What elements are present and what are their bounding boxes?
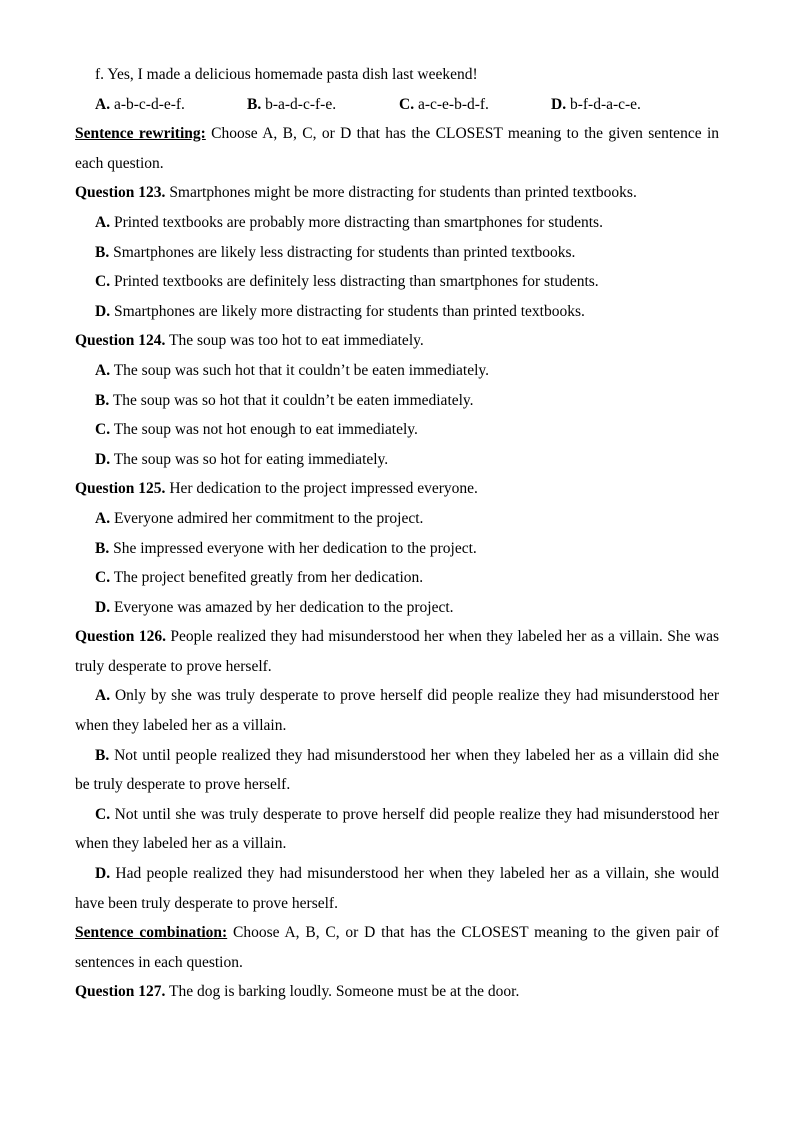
- answer-choice-a-label: A.: [95, 95, 111, 113]
- section-combination-instruction: [75, 918, 719, 977]
- question-125-prompt: Her dedication to the project impressed everyone.: [169, 480, 478, 498]
- question-123-option-b-text: Smartphones are likely less distracting for students than printed textbooks.: [113, 243, 576, 261]
- question-125: [75, 474, 719, 504]
- question-125-option-c: [75, 563, 719, 593]
- question-125-option-a-label: A.: [95, 509, 111, 527]
- question-127-prompt: The dog is barking loudly. Someone must be at the door.: [169, 983, 520, 1001]
- question-126-option-d-label: D.: [95, 865, 111, 883]
- question-124-option-b-text: The soup was so hot that it couldn’t be eaten immediately.: [112, 391, 474, 409]
- question-126-option-a-text: Only by she was truly desperate to prove herself did people realize they had misunderstood her when they labeled her as a villain.: [75, 687, 720, 735]
- question-126-option-a: [75, 681, 719, 740]
- question-126-option-c-text: Not until she was truly desperate to prove herself did people realize they had misunderstood her when they labeled her as a villain.: [75, 805, 720, 853]
- answer-choice-b-text: b-a-d-c-f-e.: [265, 95, 337, 113]
- question-123-number: Question 123.: [75, 184, 166, 202]
- question-123-option-c-text: Printed textbooks are definitely less distracting than smartphones for students.: [113, 273, 599, 291]
- question-124-option-d: [75, 445, 719, 475]
- question-124-option-d-label: D.: [95, 450, 111, 468]
- section-rewriting-instruction-text: Choose A, B, C, or D that has the CLOSEST meaning to the given sentence in each question.: [75, 125, 720, 172]
- lead-option-f: [75, 60, 719, 90]
- question-125-option-c-text: The project benefited greatly from her dedication.: [113, 569, 424, 587]
- question-126-option-d: [75, 859, 719, 918]
- answer-choice-b-label: B.: [247, 95, 262, 113]
- question-123-prompt: Smartphones might be more distracting for students than printed textbooks.: [169, 184, 637, 202]
- question-126: [75, 622, 719, 681]
- answer-choice-c-label: C.: [399, 95, 415, 113]
- question-125-option-d-label: D.: [95, 598, 111, 616]
- question-124-option-c-label: C.: [95, 421, 111, 439]
- question-123-option-d-label: D.: [95, 302, 111, 320]
- question-126-option-a-label: A.: [95, 687, 111, 705]
- question-126-number: Question 126.: [75, 628, 166, 646]
- question-124-option-a: [75, 356, 719, 386]
- question-125-option-b-text: She impressed everyone with her dedication to the project.: [113, 539, 477, 557]
- question-124-option-b-label: B.: [95, 391, 110, 409]
- answer-choice-a: [95, 90, 247, 120]
- question-126-option-b-label: B.: [95, 746, 110, 764]
- answer-choice-c-text: a-c-e-b-d-f.: [417, 95, 489, 113]
- section-combination-heading: Sentence combination:: [75, 924, 228, 942]
- question-123-option-b: [75, 238, 719, 268]
- answer-key-row: [75, 90, 719, 120]
- question-126-option-b-text: Not until people realized they had misunderstood her when they labeled her as a villain did she be truly desperate to prove herself.: [75, 746, 720, 794]
- question-126-option-c-label: C.: [95, 805, 111, 823]
- question-124-option-a-label: A.: [95, 361, 111, 379]
- question-127: [75, 977, 719, 1007]
- question-123: [75, 178, 719, 208]
- question-125-option-b: [75, 534, 719, 564]
- question-126-option-d-text: Had people realized they had misunderstood her when they labeled her as a villain, she would have been truly desperate to prove herself.: [75, 865, 719, 912]
- question-125-option-d: [75, 593, 719, 623]
- answer-choice-d-text: b-f-d-a-c-e.: [569, 95, 641, 113]
- question-125-option-a-text: Everyone admired her commitment to the project.: [113, 509, 424, 527]
- section-rewriting-heading: Sentence rewriting:: [75, 125, 206, 143]
- question-123-option-c: [75, 267, 719, 297]
- answer-choice-b: [247, 90, 399, 120]
- section-rewriting-instruction: [75, 119, 719, 178]
- section-combination-instruction-text: Choose A, B, C, or D that has the CLOSEST meaning to the given pair of sentences in each question.: [75, 924, 719, 971]
- question-126-prompt: People realized they had misunderstood her when they labeled her as a villain. She was truly desperate to prove herself.: [75, 628, 719, 675]
- question-124-option-c: [75, 415, 719, 445]
- question-123-option-b-label: B.: [95, 243, 110, 261]
- question-124-prompt: The soup was too hot to eat immediately.: [169, 332, 424, 350]
- question-126-option-b: [75, 741, 719, 800]
- question-124-option-c-text: The soup was not hot enough to eat immediately.: [113, 421, 418, 439]
- question-124-option-a-text: The soup was such hot that it couldn’t be eaten immediately.: [113, 361, 490, 379]
- question-124-number: Question 124.: [75, 332, 166, 350]
- question-123-option-c-label: C.: [95, 273, 111, 291]
- question-125-number: Question 125.: [75, 480, 166, 498]
- question-126-option-c: [75, 800, 719, 859]
- lead-option-f-text: f. Yes, I made a delicious homemade pasta dish last weekend!: [95, 66, 478, 83]
- question-125-option-a: [75, 504, 719, 534]
- question-123-option-a-label: A.: [95, 213, 111, 231]
- question-123-option-a-text: Printed textbooks are probably more distracting than smartphones for students.: [113, 213, 603, 231]
- question-127-number: Question 127.: [75, 983, 166, 1001]
- question-125-option-d-text: Everyone was amazed by her dedication to the project.: [113, 598, 454, 616]
- question-125-option-b-label: B.: [95, 539, 110, 557]
- answer-choice-c: [399, 90, 551, 120]
- question-123-option-d-text: Smartphones are likely more distracting for students than printed textbooks.: [113, 302, 585, 320]
- question-123-option-d: [75, 297, 719, 327]
- question-124-option-b: [75, 386, 719, 416]
- question-124-option-d-text: The soup was so hot for eating immediately.: [113, 450, 389, 468]
- question-123-option-a: [75, 208, 719, 238]
- question-124: [75, 326, 719, 356]
- answer-choice-d-label: D.: [551, 95, 567, 113]
- question-125-option-c-label: C.: [95, 569, 111, 587]
- answer-choice-d: [551, 90, 641, 120]
- answer-choice-a-text: a-b-c-d-e-f.: [113, 95, 185, 113]
